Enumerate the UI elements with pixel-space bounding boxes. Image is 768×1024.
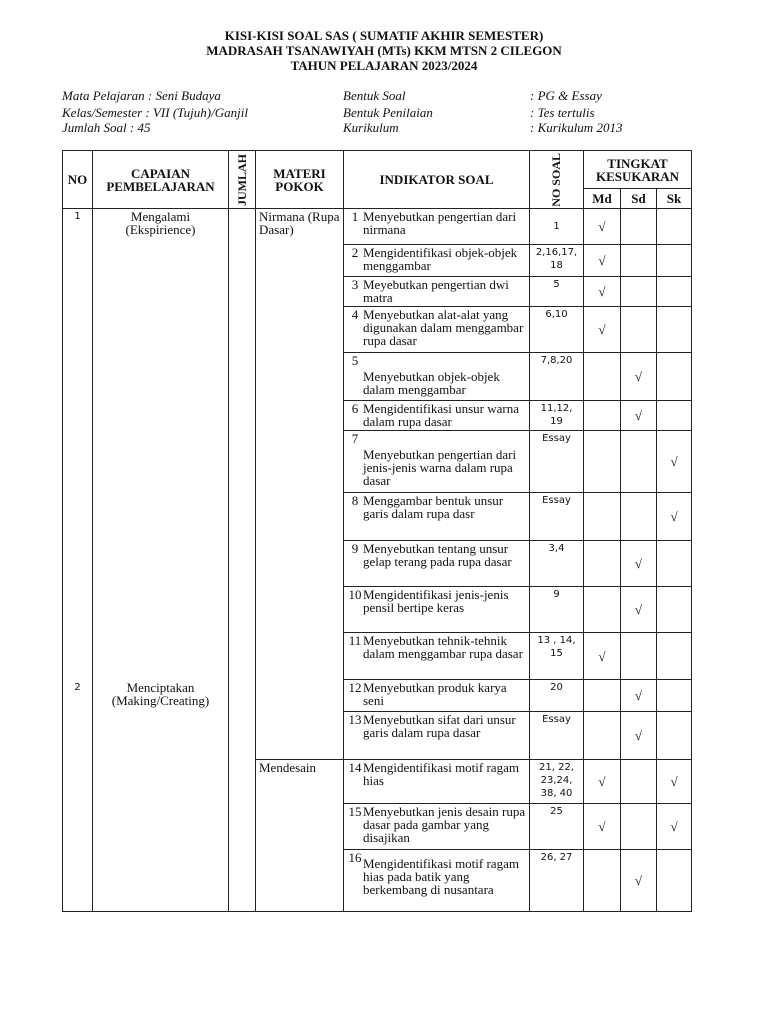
sk-check: √ [657,760,692,804]
sd-check: √ [621,353,657,401]
meta-bentuk-penilaian-value: : Tes tertulis [530,105,595,120]
indikator-cell [344,277,530,307]
indikator-text: Menyebutkan pengertian dari jenis-jenis warna dalam rupa dasar [363,447,517,488]
no-soal-cell: Essay [530,431,584,493]
meta-bentuk-soal-label: Bentuk Soal [343,88,406,103]
no-soal-cell: 3,4 [530,541,584,587]
meta-mapel: Mata Pelajaran : Seni Budaya [62,88,221,103]
sd-check: √ [621,401,657,431]
no-soal-cell: 7,8,20 [530,353,584,401]
indikator-number: 12 [348,680,362,695]
header-tingkat: TINGKAT KESUKARAN [584,151,692,189]
no-soal-cell: 25 [530,804,584,850]
no-soal-cell: 21, 22, 23,24, 38, 40 [530,760,584,804]
meta-kelas: Kelas/Semester : VII (Tujuh)/Ganjil [62,105,248,120]
header-sk: Sk [657,189,692,209]
indikator-text: Menyebutkan objek-objek dalam menggambar [363,369,500,397]
no-soal-cell: 1 [530,209,584,245]
indikator-cell [344,401,530,431]
no-cell-2: 2 [63,680,93,912]
no-soal-cell: 9 [530,587,584,633]
no-soal-cell: 2,16,17, 18 [530,245,584,277]
indikator-cell [344,760,530,804]
md-check: √ [584,633,621,680]
materi-cell-2: Mendesain [256,760,344,912]
indikator-cell [344,633,530,680]
md-check: √ [584,760,621,804]
md-check [584,587,621,633]
sd-check: √ [621,850,657,912]
no-soal-cell: 20 [530,680,584,712]
indikator-number: 2 [351,245,359,260]
header-no-soal-text: NO SOAL [549,152,563,207]
meta-kurikulum-value: : Kurikulum 2013 [530,120,623,135]
indikator-text: Menyebutkan produk karya seni [363,680,507,708]
indikator-number: 14 [348,760,362,775]
indikator-text: Menyebutkan alat-alat yang digunakan dalam menggambar rupa dasar [363,307,524,348]
indikator-number: 15 [348,804,362,819]
sk-check: √ [657,493,692,541]
table-row [63,209,692,245]
no-soal-cell: 5 [530,277,584,307]
no-soal-cell: 6,10 [530,307,584,353]
md-check: √ [584,245,621,277]
indikator-number: 6 [351,401,359,416]
no-soal-cell: 11,12, 19 [530,401,584,431]
indikator-text: Menyebutkan jenis desain rupa dasar pada gambar yang disajikan [363,804,526,845]
indikator-text: Mengidentifikasi objek-objek menggambar [363,245,518,273]
meta-bentuk-soal-value: : PG & Essay [530,88,602,103]
header-jumlah [229,151,256,209]
sk-check [657,712,692,760]
indikator-text: Menyebutkan pengertian dari nirmana [363,209,517,237]
sd-check [621,493,657,541]
capaian-cell-2: Menciptakan (Making/Creating) [93,680,229,912]
indikator-number: 3 [351,277,359,292]
doc-title-line2: MADRASAH TSANAWIYAH (MTs) KKM MTSN 2 CILEGON [206,43,562,58]
materi-cell-1: Nirmana (Rupa Dasar) [256,209,344,760]
indikator-number: 10 [348,587,362,602]
header-materi: MATERI POKOK [256,151,344,209]
sd-check [621,760,657,804]
md-check [584,493,621,541]
indikator-cell [344,541,530,587]
sk-check [657,680,692,712]
indikator-cell [344,353,530,401]
kisi-kisi-table [62,150,692,912]
indikator-number: 7 [351,431,359,446]
no-soal-cell: 13 , 14, 15 [530,633,584,680]
indikator-text: Menyebutkan tehnik-tehnik dalam menggambar rupa dasar [363,633,523,661]
indikator-number: 13 [348,712,362,727]
sd-check [621,431,657,493]
indikator-text: Mengidentifikasi motif ragam hias [363,760,519,788]
sd-check: √ [621,541,657,587]
sk-check: √ [657,804,692,850]
sd-check: √ [621,680,657,712]
md-check [584,850,621,912]
indikator-cell [344,307,530,353]
indikator-cell [344,850,530,912]
sk-check [657,277,692,307]
sd-check: √ [621,587,657,633]
indikator-number: 16 [348,850,362,865]
indikator-text: Mengidentifikasi motif ragam hias pada batik yang berkembang di nusantara [363,856,519,897]
table-row [63,680,692,712]
meta-bentuk-penilaian-label: Bentuk Penilaian [343,105,433,120]
indikator-cell [344,804,530,850]
sk-check: √ [657,431,692,493]
capaian-cell-1: Mengalami (Ekspirience) [93,209,229,680]
indikator-cell [344,712,530,760]
md-check [584,680,621,712]
indikator-cell [344,431,530,493]
md-check: √ [584,277,621,307]
header-no-soal [530,151,584,209]
no-cell-1: 1 [63,209,93,680]
indikator-text: Mengidentifikasi unsur warna dalam rupa dasar [363,401,519,429]
indikator-number: 11 [348,633,362,648]
indikator-cell [344,680,530,712]
md-check [584,353,621,401]
md-check: √ [584,804,621,850]
sd-check: √ [621,712,657,760]
md-check: √ [584,307,621,353]
md-check [584,541,621,587]
md-check [584,401,621,431]
indikator-cell [344,587,530,633]
no-soal-cell: Essay [530,712,584,760]
indikator-number: 5 [351,353,359,368]
meta-jumlah: Jumlah Soal : 45 [62,120,151,135]
indikator-cell [344,245,530,277]
sk-check [657,353,692,401]
header-no: NO [63,151,93,209]
header-sd: Sd [621,189,657,209]
sk-check [657,245,692,277]
indikator-text: Meyebutkan pengertian dwi matra [363,277,509,305]
indikator-text: Menyebutkan sifat dari unsur garis dalam rupa dasar [363,712,516,740]
sd-check [621,245,657,277]
meta-kurikulum-label: Kurikulum [343,120,399,135]
doc-title-line3: TAHUN PELAJARAN 2023/2024 [290,58,478,73]
sk-check [657,209,692,245]
header-capaian: CAPAIAN PEMBELAJARAN [93,151,229,209]
no-soal-cell: 26, 27 [530,850,584,912]
indikator-number: 1 [351,209,359,224]
indikator-number: 8 [351,493,359,508]
md-check: √ [584,209,621,245]
md-check [584,431,621,493]
indikator-text: Mengidentifikasi jenis-jenis pensil bertipe keras [363,587,509,615]
sk-check [657,541,692,587]
indikator-number: 4 [351,307,359,322]
sk-check [657,633,692,680]
no-soal-cell: Essay [530,493,584,541]
indikator-text: Menggambar bentuk unsur garis dalam rupa dasr [363,493,504,521]
jumlah-cell [229,209,256,912]
md-check [584,712,621,760]
sk-check [657,850,692,912]
sd-check [621,633,657,680]
header-md: Md [584,189,621,209]
header-indikator: INDIKATOR SOAL [344,151,530,209]
indikator-cell [344,209,530,245]
doc-title-line1: KISI-KISI SOAL SAS ( SUMATIF AKHIR SEMESTER) [224,28,544,43]
sk-check [657,401,692,431]
sd-check [621,804,657,850]
sk-check [657,307,692,353]
sd-check [621,277,657,307]
header-jumlah-text: JUMLAH [234,153,249,206]
sk-check [657,587,692,633]
indikator-number: 9 [351,541,359,556]
indikator-text: Menyebutkan tentang unsur gelap terang pada rupa dasar [363,541,512,569]
sd-check [621,307,657,353]
indikator-cell [344,493,530,541]
sd-check [621,209,657,245]
